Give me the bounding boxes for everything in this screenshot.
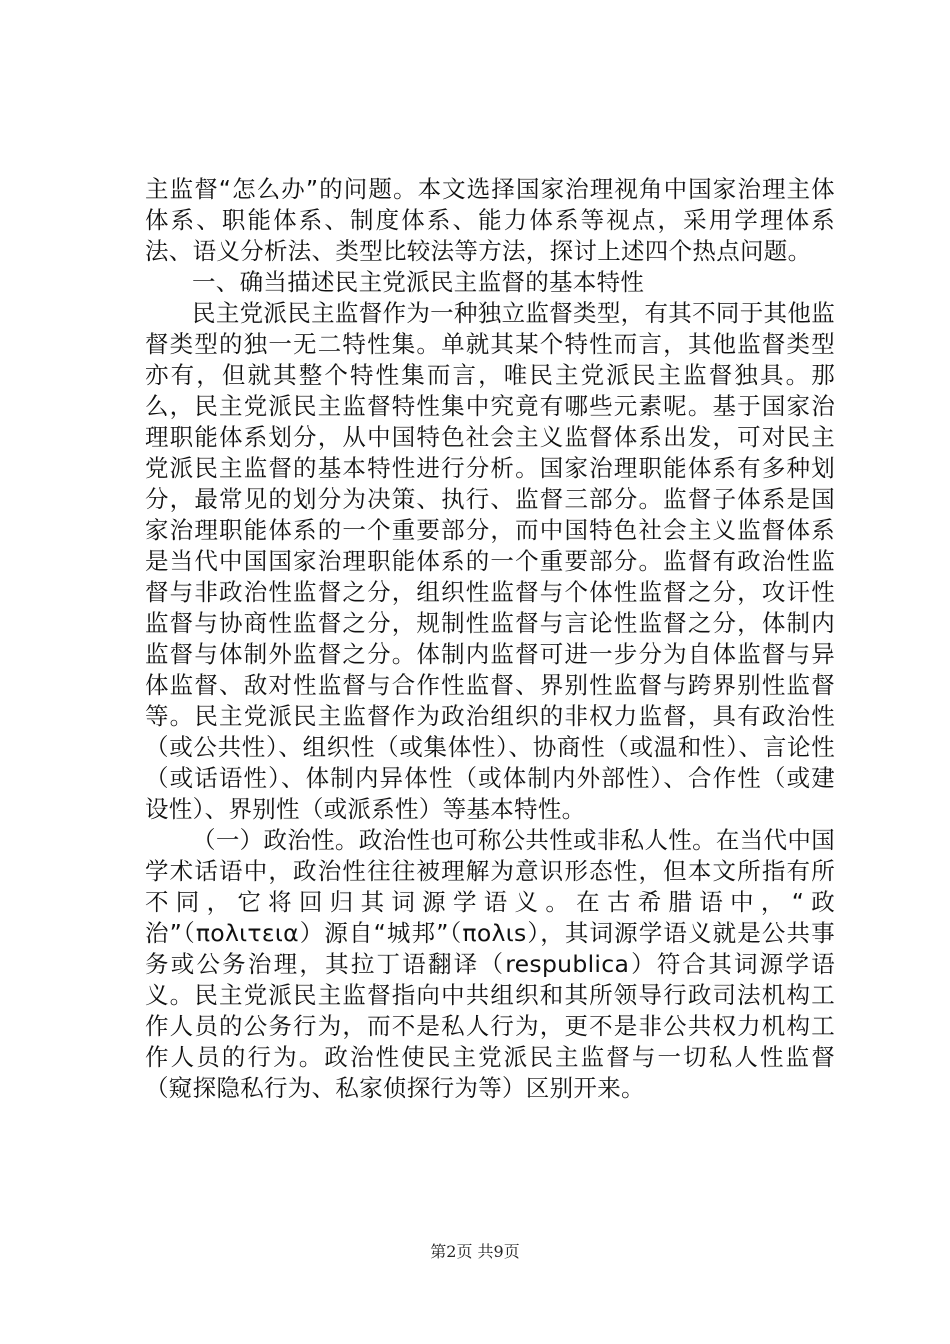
paragraph-political-nature: （一）政治性。政治性也可称公共性或非私人性。在当代中国学术话语中，政治性往往被理解为意识形态性，但本文所指有所不同，它将回归其词源学语义。在古希腊语中，“政治”（πολιτεια）源自“城邦”（πολιs），其词源学语义就是公共事务或公务治理，其拉丁语翻译（respublica）符合其词源学语义。民主党派民主监督指向中共组织和其所领导行政司法机构工作人员的公务行为，而不是私人行为，更不是非公共权力机构工作人员的行为。政治性使民主党派民主监督与一切私人性监督（窥探隐私行为、私家侦探行为等）区别开来。 xyxy=(145,826,835,1102)
page-number-footer: 第2页 共9页 xyxy=(430,1242,520,1261)
paragraph-characteristics: 民主党派民主监督作为一种独立监督类型，有其不同于其他监督类型的独一无二特性集。单就其某个特性而言，其他监督类型亦有，但就其整个特性集而言，唯民主党派民主监督独具。那么，民主党派民主监督特性集中究竟有哪些元素呢。基于国家治理职能体系划分，从中国特色社会主义监督体系出发，可对民主党派民主监督的基本特性进行分析。国家治理职能体系有多种划分，最常见的划分为决策、执行、监督三部分。监督子体系是国家治理职能体系的一个重要部分，而中国特色社会主义监督体系是当代中国国家治理职能体系的一个重要部分。监督有政治性监督与非政治性监督之分，组织性监督与个体性监督之分，攻讦性监督与协商性监督之分，规制性监督与言论性监督之分，体制内监督与体制外监督之分。体制内监督可进一步分为自体监督与异体监督、敌对性监督与合作性监督、界别性监督与跨界别性监督等。民主党派民主监督作为政治组织的非权力监督，具有政治性（或公共性）、组织性（或集体性）、协商性（或温和性）、言论性（或话语性）、体制内异体性（或体制内外部性）、合作性（或建设性）、界别性（或派系性）等基本特性。 xyxy=(145,299,835,823)
paragraph-intro-continued: 主监督“怎么办”的问题。本文选择国家治理视角中国家治理主体体系、职能体系、制度体系、能力体系等视点，采用学理体系法、语义分析法、类型比较法等方法，探讨上述四个热点问题。 xyxy=(145,175,835,265)
document-body xyxy=(145,174,835,1104)
section-heading: 一、确当描述民主党派民主监督的基本特性 xyxy=(192,268,645,296)
